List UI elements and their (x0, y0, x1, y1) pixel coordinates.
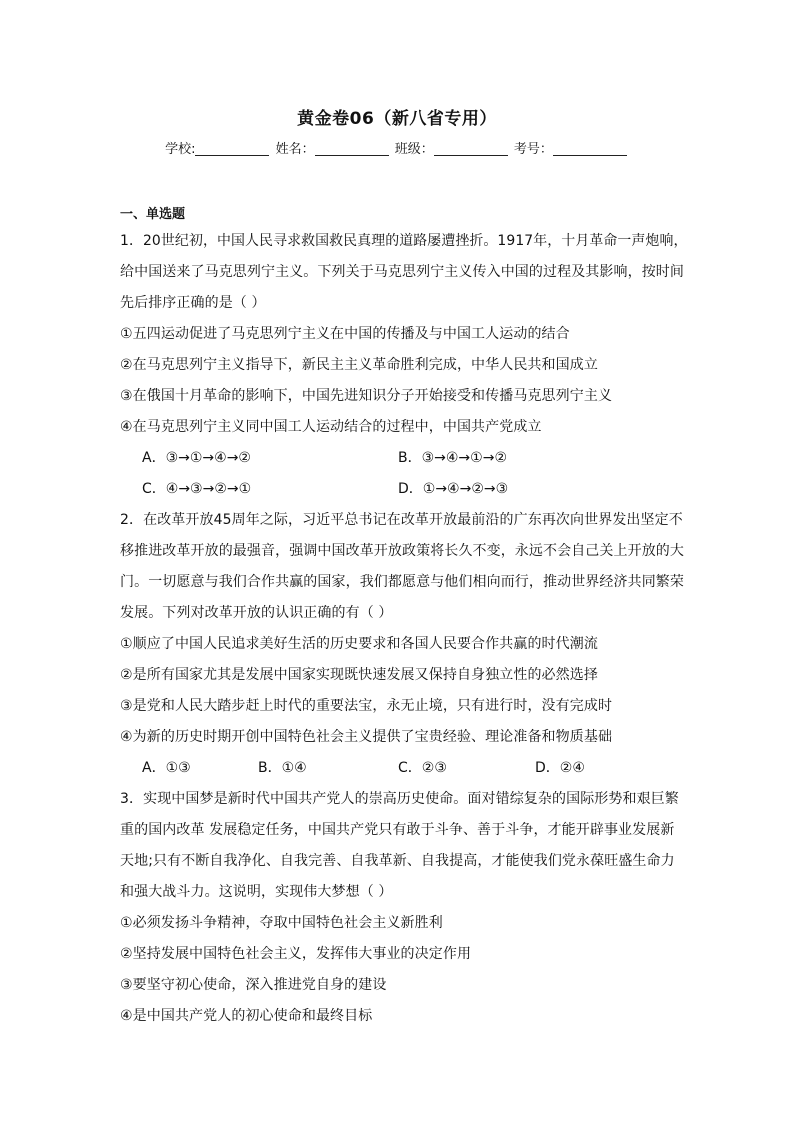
school-blank[interactable] (195, 142, 269, 156)
class-blank[interactable] (434, 142, 508, 156)
class-label: 班级： (394, 142, 434, 157)
question-1-stem-line: 给中国送来了马克思列宁主义。下列关于马克思列宁主义传入中国的过程及其影响，按时间 (120, 264, 684, 280)
question-3-item: ①必须发扬斗争精神，夺取中国特色社会主义新胜利 (120, 915, 443, 931)
question-1-item: ②在马克思列宁主义指导下，新民主主义革命胜利完成，中华人民共和国成立 (120, 357, 598, 373)
question-2-stem-line: 发展。下列对改革开放的认识正确的有（ ） (120, 605, 393, 621)
question-3-item: ③要坚守初心使命，深入推进党自身的建设 (120, 977, 387, 993)
question-2-stem-line: 移推进改革开放的最强音，强调中国改革开放政策将长久不变，永远不会自己关上开放的大 (120, 543, 684, 559)
name-label: 姓名： (275, 142, 315, 157)
question-2-item: ①顺应了中国人民追求美好生活的历史要求和各国人民要合作共赢的时代潮流 (120, 636, 598, 652)
question-2-option-a[interactable]: A．①③ (142, 760, 191, 776)
question-1-item: ①五四运动促进了马克思列宁主义在中国的传播及与中国工人运动的结合 (120, 326, 570, 342)
question-1-stem-line: 1．20世纪初，中国人民寻求救国救民真理的道路屡遭挫折。1917年，十月革命一声炮响， (120, 233, 688, 249)
question-3-stem-line: 重的国内改革 发展稳定任务，中国共产党只有敢于斗争、善于斗争，才能开辟事业发展新 (120, 822, 675, 838)
question-2-item: ③是党和人民大踏步赶上时代的重要法宝，永无止境，只有进行时，没有完成时 (120, 698, 613, 714)
question-1-item: ④在马克思列宁主义同中国工人运动结合的过程中，中国共产党成立 (120, 419, 542, 435)
school-label: 学校: (165, 142, 196, 157)
question-2-item: ④为新的历史时期开创中国特色社会主义提供了宝贵经验、理论准备和物质基础 (120, 729, 613, 745)
question-1-option-d[interactable]: D．①→④→②→③ (398, 481, 509, 497)
question-3-stem-line: 3．实现中国梦是新时代中国共产党人的崇高历史使命。面对错综复杂的国际形势和艰巨繁 (120, 791, 679, 807)
exam-number-blank[interactable] (553, 142, 627, 156)
question-2-stem-line: 2．在改革开放45周年之际，习近平总书记在改革开放最前沿的广东再次向世界发出坚定不 (120, 512, 683, 528)
question-3-item: ②坚持发展中国特色社会主义，发挥伟大事业的决定作用 (120, 946, 472, 962)
question-2-option-c[interactable]: C．②③ (398, 760, 447, 776)
question-2-option-b[interactable]: B．①④ (258, 760, 307, 776)
student-info-row (0, 138, 794, 157)
question-2-stem-line: 门。一切愿意与我们合作共赢的国家，我们都愿意与他们相向而行，推动世界经济共同繁荣 (120, 574, 684, 590)
exam-number-label: 考号： (513, 142, 553, 157)
question-3-item: ④是中国共产党人的初心使命和最终目标 (120, 1008, 373, 1024)
question-3-stem-line: 天地;只有不断自我净化、自我完善、自我革新、自我提高，才能使我们党永葆旺盛生命力 (120, 853, 675, 869)
question-1-option-c[interactable]: C．④→③→②→① (142, 481, 252, 497)
question-3-stem-line: 和强大战斗力。这说明，实现伟大梦想（ ） (120, 884, 393, 900)
question-2-option-d[interactable]: D．②④ (535, 760, 585, 776)
name-blank[interactable] (315, 142, 389, 156)
question-1-item: ③在俄国十月革命的影响下，中国先进知识分子开始接受和传播马克思列宁主义 (120, 388, 613, 404)
question-1-option-a[interactable]: A．③→①→④→② (142, 450, 251, 466)
question-2-item: ②是所有国家尤其是发展中国家实现既快速发展又保持自身独立性的必然选择 (120, 667, 598, 683)
question-1-stem-line: 先后排序正确的是（ ） (120, 295, 266, 311)
section-heading: 一、单选题 (120, 207, 186, 222)
question-1-option-b[interactable]: B．③→④→①→② (398, 450, 507, 466)
exam-title: 黄金卷06（新八省专用） (297, 109, 497, 129)
